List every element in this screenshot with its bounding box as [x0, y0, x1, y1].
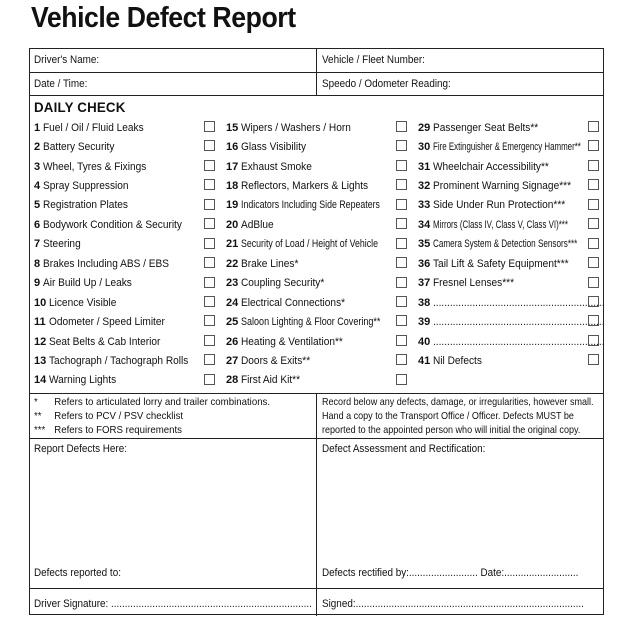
item-number: 11 — [34, 316, 46, 329]
checkbox[interactable] — [588, 179, 599, 190]
item-number: 27 — [226, 354, 239, 367]
item-label: Brakes Including ABS / EBS — [43, 257, 170, 270]
item-number: 26 — [226, 335, 239, 348]
item-label: Tail Lift & Safety Equipment*** — [433, 257, 569, 270]
defects-rectified-by-field[interactable]: Defects rectified by:......................... Date:........................... — [322, 567, 579, 579]
instructions — [322, 395, 594, 437]
item-number: 24 — [226, 296, 239, 309]
check-item — [418, 254, 600, 273]
check-item — [34, 176, 220, 195]
checkbox[interactable] — [588, 121, 599, 132]
item-label: Coupling Security* — [241, 277, 325, 290]
item-number: 17 — [226, 160, 239, 173]
checkbox[interactable] — [396, 296, 407, 307]
checkbox[interactable] — [396, 315, 407, 326]
check-item — [418, 312, 605, 331]
item-label: Fresnel Lenses*** — [433, 277, 515, 290]
item-number: 30 — [418, 141, 431, 154]
checkbox[interactable] — [204, 140, 215, 151]
item-number: 2 — [34, 141, 41, 154]
check-item — [226, 235, 412, 254]
check-item — [418, 196, 600, 215]
check-item — [34, 254, 220, 273]
check-item — [34, 293, 220, 312]
item-number: 3 — [34, 160, 41, 173]
checkbox[interactable] — [588, 257, 599, 268]
item-label: AdBlue — [241, 218, 274, 231]
item-number: 37 — [418, 277, 431, 290]
footnote: *** Refers to FORS requirements — [34, 424, 183, 436]
check-item — [226, 254, 412, 273]
item-label: Glass Visibility — [241, 141, 307, 154]
checkbox[interactable] — [204, 257, 215, 268]
check-item — [418, 332, 605, 351]
check-item — [34, 332, 220, 351]
checkbox[interactable] — [588, 354, 599, 365]
divider — [30, 588, 603, 589]
checkbox[interactable] — [204, 218, 215, 229]
footnote: * Refers to articulated lorry and trailer combinations. — [34, 396, 271, 408]
checkbox[interactable] — [588, 277, 599, 288]
checkbox[interactable] — [396, 160, 407, 171]
divider — [316, 393, 317, 616]
driver-signature-field[interactable]: Driver Signature: ......................................................................... — [34, 598, 312, 610]
check-item — [226, 137, 412, 156]
checkbox[interactable] — [204, 160, 215, 171]
checkbox[interactable] — [396, 218, 407, 229]
item-number: 4 — [34, 180, 41, 193]
instruction-line: reported to the appointed person who will initial the original copy. — [322, 424, 581, 436]
item-number: 6 — [34, 218, 41, 231]
item-number: 41 — [418, 354, 431, 367]
item-number: 23 — [226, 277, 239, 290]
item-label: Warning Lights — [49, 374, 117, 387]
item-label: Indicators Including Side Repeaters — [241, 199, 381, 212]
signed-field[interactable]: Signed:................................................................................... — [322, 598, 584, 610]
check-item — [418, 176, 600, 195]
check-item — [226, 215, 412, 234]
check-item — [418, 235, 600, 254]
item-label: Camera System & Detection Sensors*** — [433, 238, 578, 251]
checkbox[interactable] — [588, 160, 599, 171]
check-item — [226, 351, 412, 370]
item-label: Battery Security — [43, 141, 115, 154]
item-label: Exhaust Smoke — [241, 160, 313, 173]
item-label: Air Build Up / Leaks — [43, 277, 133, 290]
footnotes — [34, 395, 270, 437]
check-item — [418, 293, 605, 312]
checkbox[interactable] — [204, 374, 215, 385]
check-item — [226, 293, 412, 312]
check-item — [34, 137, 220, 156]
item-label: Wipers / Washers / Horn — [241, 121, 352, 134]
item-label: Electrical Connections* — [241, 296, 346, 309]
check-column-2 — [226, 118, 412, 390]
item-number: 13 — [34, 354, 47, 367]
checkbox[interactable] — [396, 257, 407, 268]
defects-reported-to-field[interactable]: Defects reported to: — [34, 567, 121, 579]
check-item — [418, 215, 600, 234]
checkbox[interactable] — [396, 335, 407, 346]
check-item — [226, 312, 412, 331]
item-number: 1 — [34, 121, 41, 134]
item-number: 21 — [226, 238, 239, 251]
check-item — [418, 137, 600, 156]
item-label: Prominent Warning Signage*** — [433, 180, 572, 193]
item-label: Saloon Lighting & Floor Covering** — [241, 316, 381, 329]
item-number: 33 — [418, 199, 431, 212]
item-label: Brake Lines* — [241, 257, 299, 270]
item-number: 35 — [418, 238, 431, 251]
drivers-name-field[interactable]: Driver's Name: — [34, 54, 100, 66]
checkbox[interactable] — [204, 315, 215, 326]
item-label: Wheelchair Accessibility** — [433, 160, 550, 173]
defect-report-form — [29, 48, 604, 615]
item-label: Doors & Exits** — [241, 354, 311, 367]
item-number: 5 — [34, 199, 41, 212]
checkbox[interactable] — [396, 199, 407, 210]
check-item — [34, 312, 220, 331]
checkbox[interactable] — [204, 277, 215, 288]
check-item — [34, 235, 220, 254]
item-label: Mirrors (Class IV, Class V, Class VI)*** — [433, 218, 569, 231]
check-item — [226, 274, 412, 293]
item-number: 15 — [226, 121, 239, 134]
item-label: Bodywork Condition & Security — [43, 218, 183, 231]
checkbox[interactable] — [204, 121, 215, 132]
checkbox[interactable] — [396, 374, 407, 385]
checkbox[interactable] — [396, 354, 407, 365]
checkbox[interactable] — [396, 121, 407, 132]
item-number: 8 — [34, 257, 41, 270]
item-label: Side Under Run Protection*** — [433, 199, 566, 212]
checkbox[interactable] — [204, 296, 215, 307]
item-number: 25 — [226, 316, 239, 329]
divider — [316, 49, 317, 95]
item-number: 32 — [418, 180, 431, 193]
checkbox[interactable] — [204, 179, 215, 190]
item-number: 36 — [418, 257, 431, 270]
divider — [30, 95, 603, 96]
item-number: 29 — [418, 121, 431, 134]
item-label: Fuel / Oil / Fluid Leaks — [43, 121, 144, 134]
checkbox[interactable] — [396, 140, 407, 151]
checkbox[interactable] — [396, 238, 407, 249]
checkbox[interactable] — [588, 199, 599, 210]
check-item — [34, 371, 220, 390]
item-number: 9 — [34, 277, 41, 290]
check-item — [34, 118, 220, 137]
checkbox[interactable] — [396, 277, 407, 288]
checkbox[interactable] — [204, 354, 215, 365]
vehicle-fleet-field[interactable]: Vehicle / Fleet Number: — [322, 54, 425, 66]
check-item — [34, 196, 220, 215]
item-number: 40 — [418, 335, 431, 348]
blank-line[interactable]: ............................................................. — [433, 316, 605, 329]
item-number: 31 — [418, 160, 431, 173]
checkbox[interactable] — [588, 238, 599, 249]
checkbox[interactable] — [204, 238, 215, 249]
report-defects-label: Report Defects Here: — [34, 443, 127, 455]
checkbox[interactable] — [204, 335, 215, 346]
instruction-line: Hand a copy to the Transport Office / Officer. Defects MUST be — [322, 410, 574, 422]
item-label: Nil Defects — [433, 354, 483, 367]
speedo-field[interactable]: Speedo / Odometer Reading: — [322, 78, 451, 90]
item-label: Registration Plates — [43, 199, 129, 212]
item-number: 38 — [418, 296, 431, 309]
divider — [30, 438, 603, 439]
check-item — [418, 351, 600, 370]
item-number: 28 — [226, 374, 239, 387]
check-item — [34, 215, 220, 234]
item-number: 34 — [418, 218, 431, 231]
check-item — [418, 118, 600, 137]
check-item — [418, 157, 600, 176]
item-number: 14 — [34, 374, 47, 387]
checkbox[interactable] — [204, 199, 215, 210]
item-number: 22 — [226, 257, 239, 270]
check-item — [34, 351, 220, 370]
checkbox[interactable] — [588, 296, 599, 307]
checkbox[interactable] — [588, 335, 599, 346]
blank-line[interactable]: ............................................................. — [433, 296, 605, 309]
item-label: Fire Extinguisher & Emergency Hammer** — [433, 141, 582, 154]
item-label: Heating & Ventilation** — [241, 335, 344, 348]
footnote: ** Refers to PCV / PSV checklist — [34, 410, 184, 422]
check-item — [34, 157, 220, 176]
instruction-line: Record below any defects, damage, or irregularities, however small. — [322, 396, 594, 408]
check-column-1 — [34, 118, 220, 390]
item-number: 19 — [226, 199, 239, 212]
daily-check-heading: DAILY CHECK — [34, 99, 126, 115]
date-time-field[interactable]: Date / Time: — [34, 78, 88, 90]
item-label: Licence Visible — [49, 296, 117, 309]
item-number: 7 — [34, 238, 41, 251]
check-item — [226, 176, 412, 195]
item-number: 12 — [34, 335, 47, 348]
checkbox[interactable] — [588, 315, 599, 326]
check-item — [226, 157, 412, 176]
check-item — [226, 196, 412, 215]
item-label: Odometer / Speed Limiter — [48, 316, 165, 329]
check-item — [226, 332, 412, 351]
item-label: Tachograph / Tachograph Rolls — [49, 354, 189, 367]
defect-assessment-label: Defect Assessment and Rectification: — [322, 443, 486, 455]
item-label: First Aid Kit** — [241, 374, 301, 387]
check-item — [34, 274, 220, 293]
item-number: 16 — [226, 141, 239, 154]
checkbox[interactable] — [588, 218, 599, 229]
checkbox[interactable] — [396, 179, 407, 190]
page-title: Vehicle Defect Report — [31, 2, 296, 34]
check-column-3 — [418, 118, 605, 371]
item-label: Steering — [43, 238, 81, 251]
item-label: Passenger Seat Belts** — [433, 121, 539, 134]
item-number: 20 — [226, 218, 239, 231]
item-number: 10 — [34, 296, 47, 309]
item-label: Reflectors, Markers & Lights — [241, 180, 369, 193]
checkbox[interactable] — [588, 140, 599, 151]
check-item — [226, 118, 412, 137]
item-number: 18 — [226, 180, 239, 193]
item-label: Spray Suppression — [43, 180, 129, 193]
item-label: Wheel, Tyres & Fixings — [43, 160, 147, 173]
blank-line[interactable]: ............................................................. — [433, 335, 605, 348]
item-label: Seat Belts & Cab Interior — [49, 335, 161, 348]
check-item — [418, 274, 600, 293]
check-item — [226, 371, 412, 390]
item-number: 39 — [418, 316, 431, 329]
item-label: Security of Load / Height of Vehicle — [241, 238, 379, 251]
